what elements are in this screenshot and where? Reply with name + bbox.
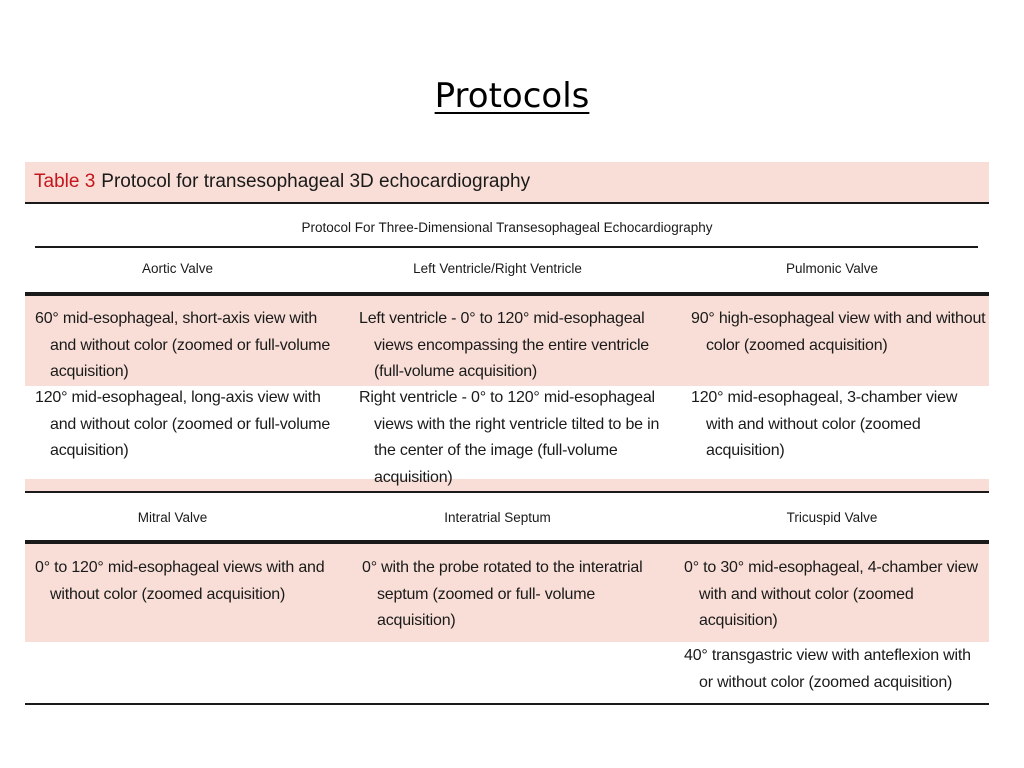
table-subtitle: Protocol For Three-Dimensional Transesophageal Echocardiography: [301, 220, 713, 235]
header-interatrial-septum: Interatrial Septum: [444, 510, 551, 525]
header-left-right-ventricle: Left Ventricle/Right Ventricle: [413, 261, 582, 276]
slide-title: Protocols: [434, 76, 590, 116]
section-divider-rule: [25, 491, 989, 493]
table-cell: 120° mid-esophageal, long-axis view with and without color (zoomed or full-volume acquisition): [35, 389, 331, 459]
table-cell: Left ventricle - 0° to 120° mid-esophageal views encompassing the entire ventricle (full-volume acquisition): [359, 310, 650, 380]
header-tricuspid-valve: Tricuspid Valve: [786, 510, 878, 525]
table-cell: Right ventricle - 0° to 120° mid-esophageal views with the right ventricle tilted to be in the center of the image (full-volume acquisition): [359, 389, 660, 486]
table-bottom-rule: [25, 703, 989, 705]
table-cell: 120° mid-esophageal, 3-chamber view with and without color (zoomed acquisition): [691, 389, 958, 459]
table-cell: 60° mid-esophageal, short-axis view with and without color (zoomed or full-volume acquisition): [35, 310, 331, 380]
protocol-table: [25, 162, 989, 708]
header-mitral-valve: Mitral Valve: [137, 510, 208, 525]
table-cell: 0° to 30° mid-esophageal, 4-chamber view with and without color (zoomed acquisition): [684, 559, 978, 629]
table-cell: 0° to 120° mid-esophageal views with and without color (zoomed acquisition): [35, 559, 325, 603]
header-aortic-valve: Aortic Valve: [141, 261, 214, 276]
table-caption-label: Table 3: [34, 171, 96, 192]
table-cell: 90° high-esophageal view with and without color (zoomed acquisition): [691, 310, 986, 354]
table-caption: [25, 162, 989, 202]
header-pulmonic-valve: Pulmonic Valve: [785, 261, 879, 276]
caption-rule: [25, 202, 989, 204]
subtitle-rule: [35, 246, 978, 248]
table-caption-text: Protocol for transesophageal 3D echocardiography: [101, 171, 531, 192]
table-cell: 0° with the probe rotated to the interatrial septum (zoomed or full- volume acquisition): [362, 559, 643, 629]
table-cell: 40° transgastric view with anteflexion with or without color (zoomed acquisition): [684, 647, 971, 691]
